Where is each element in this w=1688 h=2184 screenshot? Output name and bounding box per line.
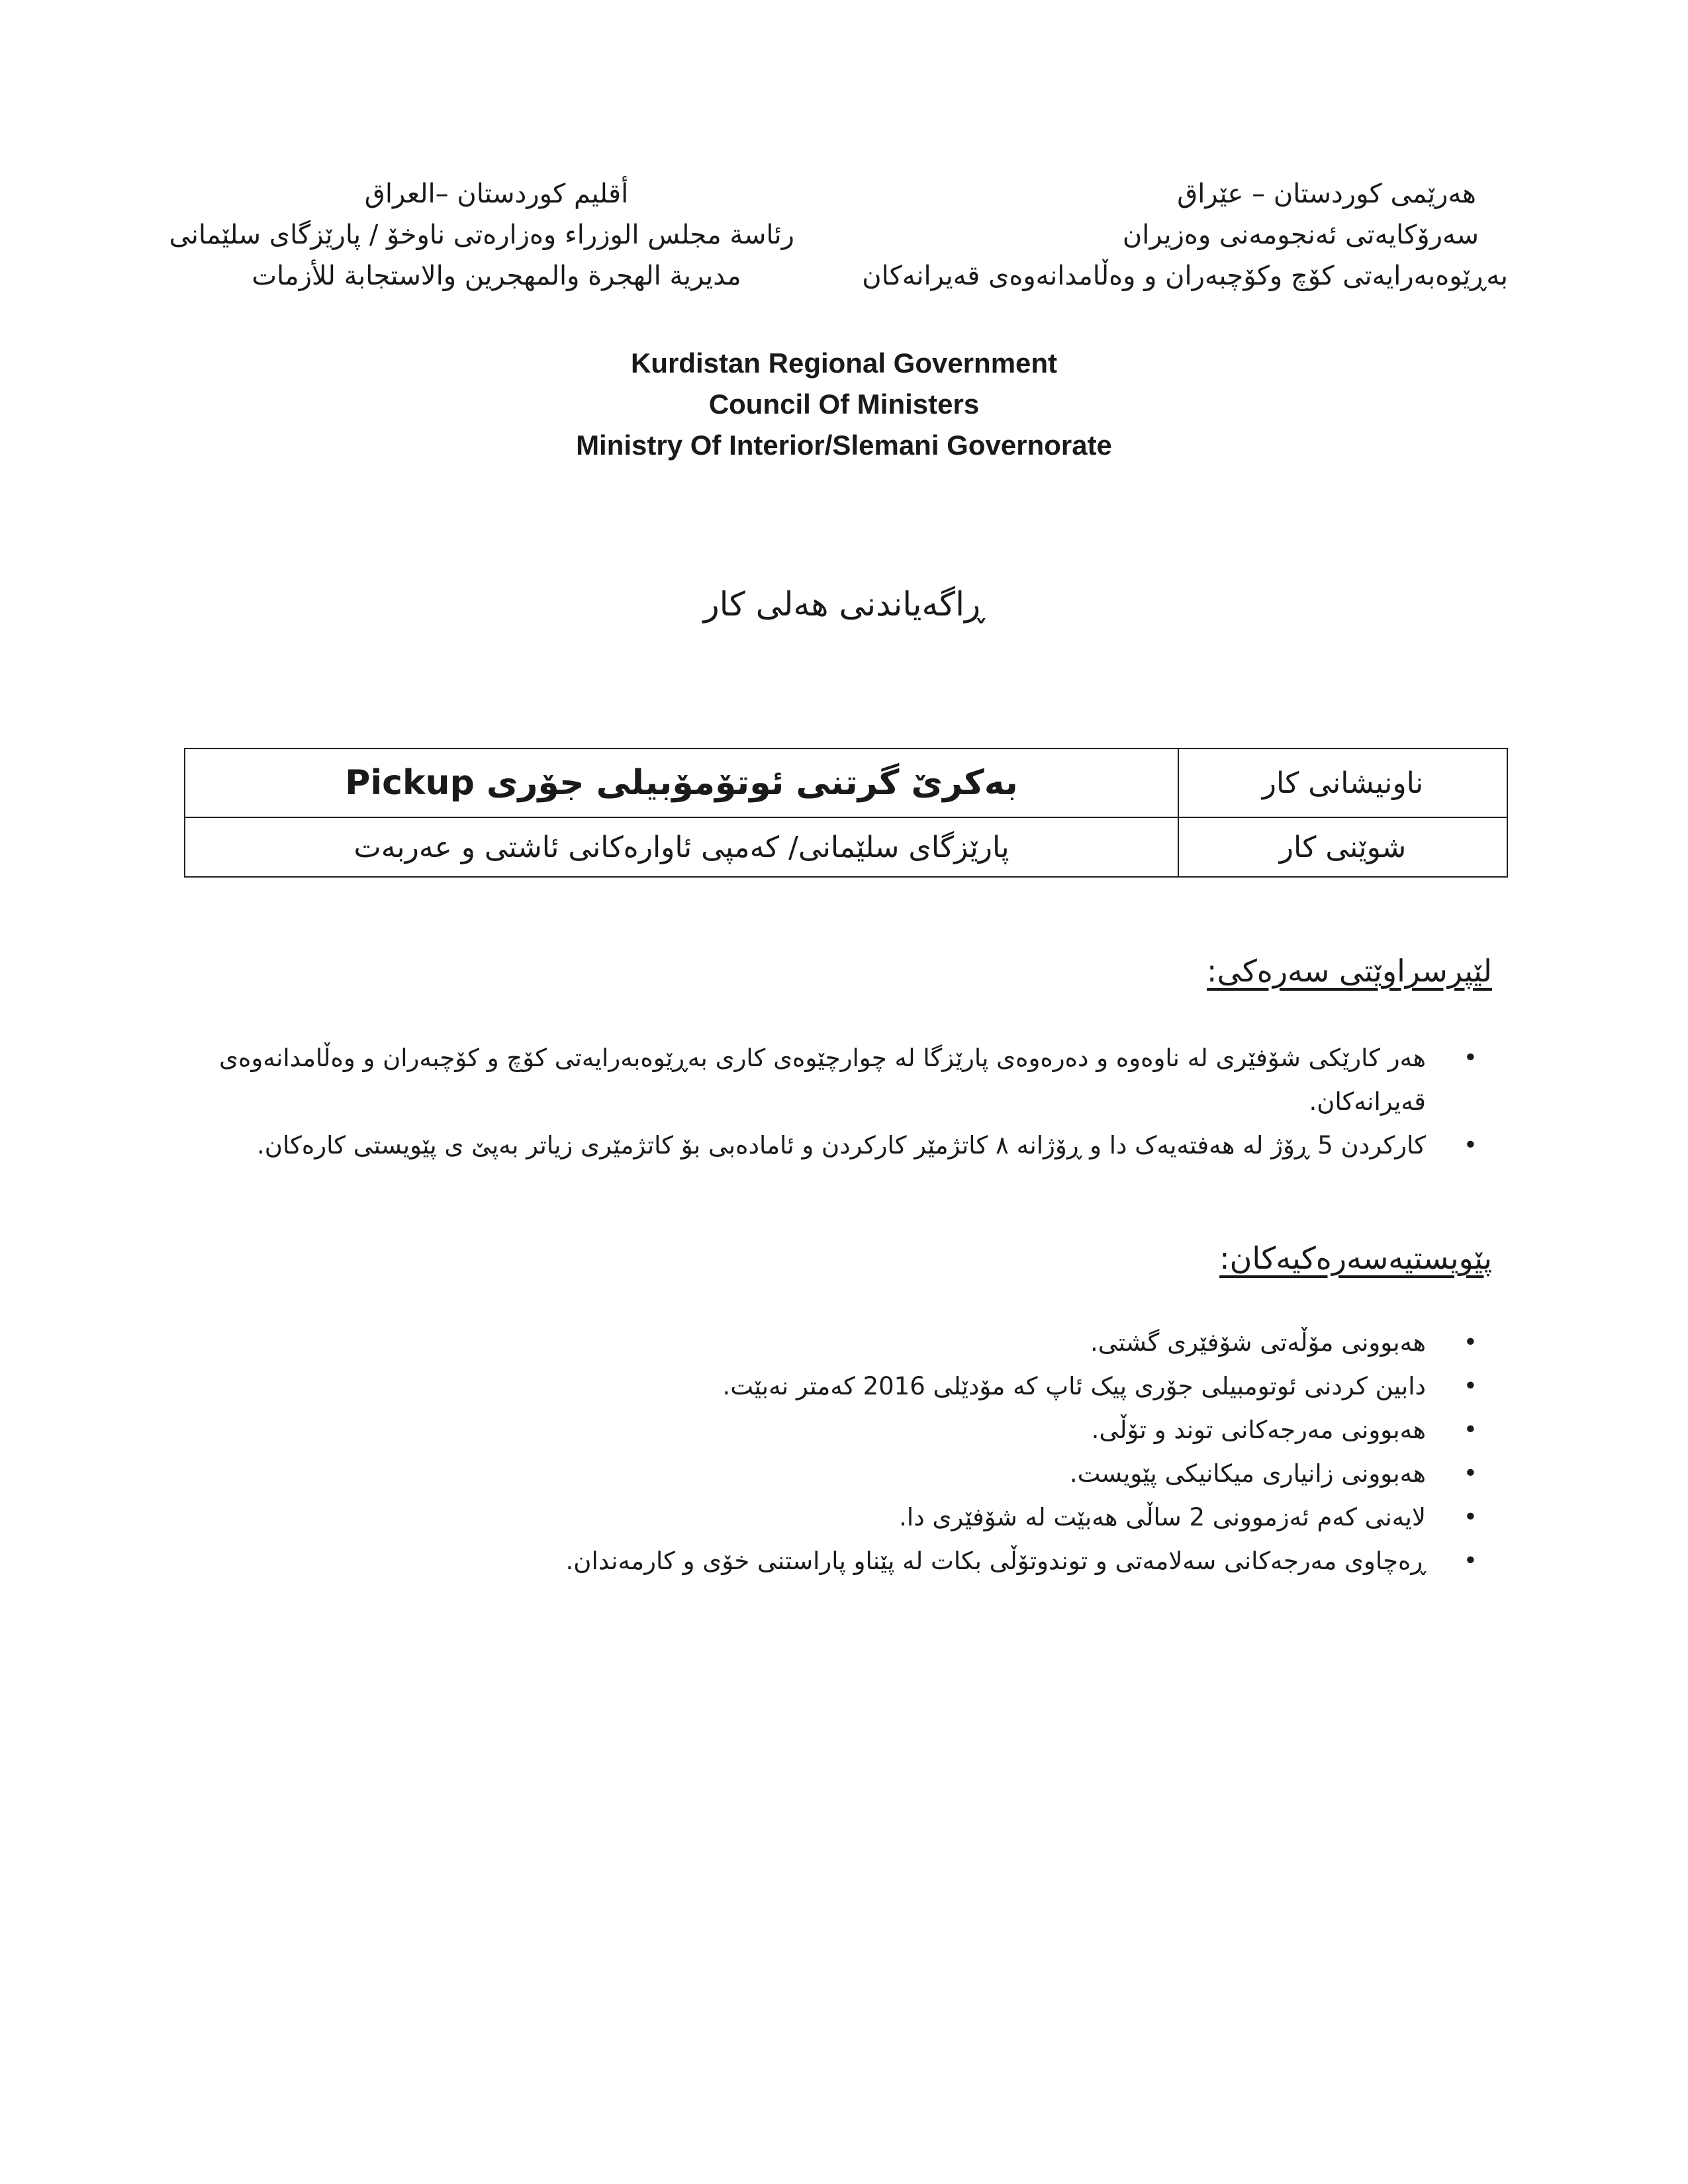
announcement-title: ڕاگەیاندنی هەلی کار [703, 585, 985, 623]
bullet-icon: • [1463, 1460, 1477, 1487]
list-item [181, 1496, 1492, 1539]
job-title-value: بەکرێ گرتنی ئوتۆمۆبیلی جۆری Pickup [185, 749, 1178, 817]
arabic-header [169, 173, 794, 296]
arabic-header-line: أقليم كوردستان –العراق [364, 179, 629, 209]
job-info-table [184, 748, 1508, 878]
requirements-title: پێویستیەسەرەکیەکان: [1219, 1240, 1492, 1276]
bullet-icon: • [1463, 1373, 1477, 1400]
requirements-list [181, 1321, 1492, 1583]
requirement-text: هەبوونی مۆڵەتی شۆفێری گشتی. [1090, 1328, 1426, 1357]
arabic-header-line: مديرية الهجرة والمهجرين والاستجابة للأزمات [252, 261, 741, 291]
table-row [185, 749, 1507, 817]
requirement-text: ڕەچاوی مەرجەکانی سەلامەتی و توندوتۆڵی بکات لە پێناو پاراستنی خۆی و کارمەندان. [565, 1547, 1426, 1575]
english-header-line: Council Of Ministers [708, 388, 980, 420]
english-header-line: Ministry Of Interior/Slemani Governorate [576, 430, 1112, 461]
list-item [181, 1036, 1492, 1124]
responsibility-text: هەر کارێکی شۆفێری لە ناوەوە و دەرەوەی پارێزگا لە چوارچێوەی کاری بەڕێوەبەرایەتی کۆچ و کۆچبەران و وەڵامدانەوەی قەیرانەکان. [219, 1044, 1426, 1116]
job-title-label: ناونیشانی کار [1178, 749, 1507, 817]
job-location-value: پارێزگای سلێمانی/ کەمپی ئاوارەکانی ئاشتی و عەربەت [185, 817, 1178, 877]
bullet-icon: • [1463, 1547, 1477, 1574]
bullet-icon: • [1463, 1329, 1477, 1356]
requirement-text: هەبوونی زانیاری میکانیکی پێویست. [1069, 1459, 1426, 1488]
list-item [181, 1408, 1492, 1452]
bullet-icon: • [1463, 1416, 1477, 1443]
list-item [181, 1321, 1492, 1365]
bullet-icon: • [1463, 1044, 1477, 1071]
table-row [185, 817, 1507, 877]
list-item [181, 1365, 1492, 1408]
requirement-text: دابین کردنی ئوتومبیلی جۆری پیک ئاپ کە مۆدێلی 2016 کەمتر نەبێت. [722, 1372, 1426, 1400]
kurdish-header-line: سەرۆکایەتی ئەنجومەنی وەزیران [1122, 220, 1479, 250]
bullet-icon: • [1463, 1504, 1477, 1531]
bullet-icon: • [1463, 1132, 1477, 1159]
responsibility-text: کارکردن 5 ڕۆژ لە هەفتەیەک دا و ڕۆژانە ٨ کاتژمێر کارکردن و ئامادەبی بۆ کاتژمێری زیاتر بەپێ ی پێویستی کارەکان. [257, 1131, 1426, 1160]
requirement-text: لایەنی کەم ئەزموونی 2 ساڵی هەبێت لە شۆفێری دا. [899, 1503, 1426, 1531]
kurdish-header-line: بەڕێوەبەرایەتی کۆچ وکۆچبەران و وەڵامدانەوەی قەیرانەکان [862, 261, 1508, 291]
requirement-text: هەبوونی مەرجەکانی توند و تۆڵی. [1091, 1416, 1426, 1444]
responsibilities-list [181, 1036, 1492, 1167]
list-item [181, 1124, 1492, 1167]
responsibilities-title: لێپرسراوێتی سەرەکی: [1207, 953, 1492, 989]
kurdish-header-line: هەرێمی کوردستان – عێراق [1177, 179, 1476, 209]
list-item [181, 1539, 1492, 1583]
english-header-line: Kurdistan Regional Government [630, 347, 1058, 379]
english-header [0, 343, 1688, 466]
job-location-label: شوێنی کار [1178, 817, 1507, 877]
arabic-header-line: رئاسة مجلس الوزراء وەزارەتی ناوخۆ / پارێزگای سلێمانی [169, 220, 794, 250]
kurdish-header [846, 173, 1508, 296]
list-item [181, 1452, 1492, 1496]
